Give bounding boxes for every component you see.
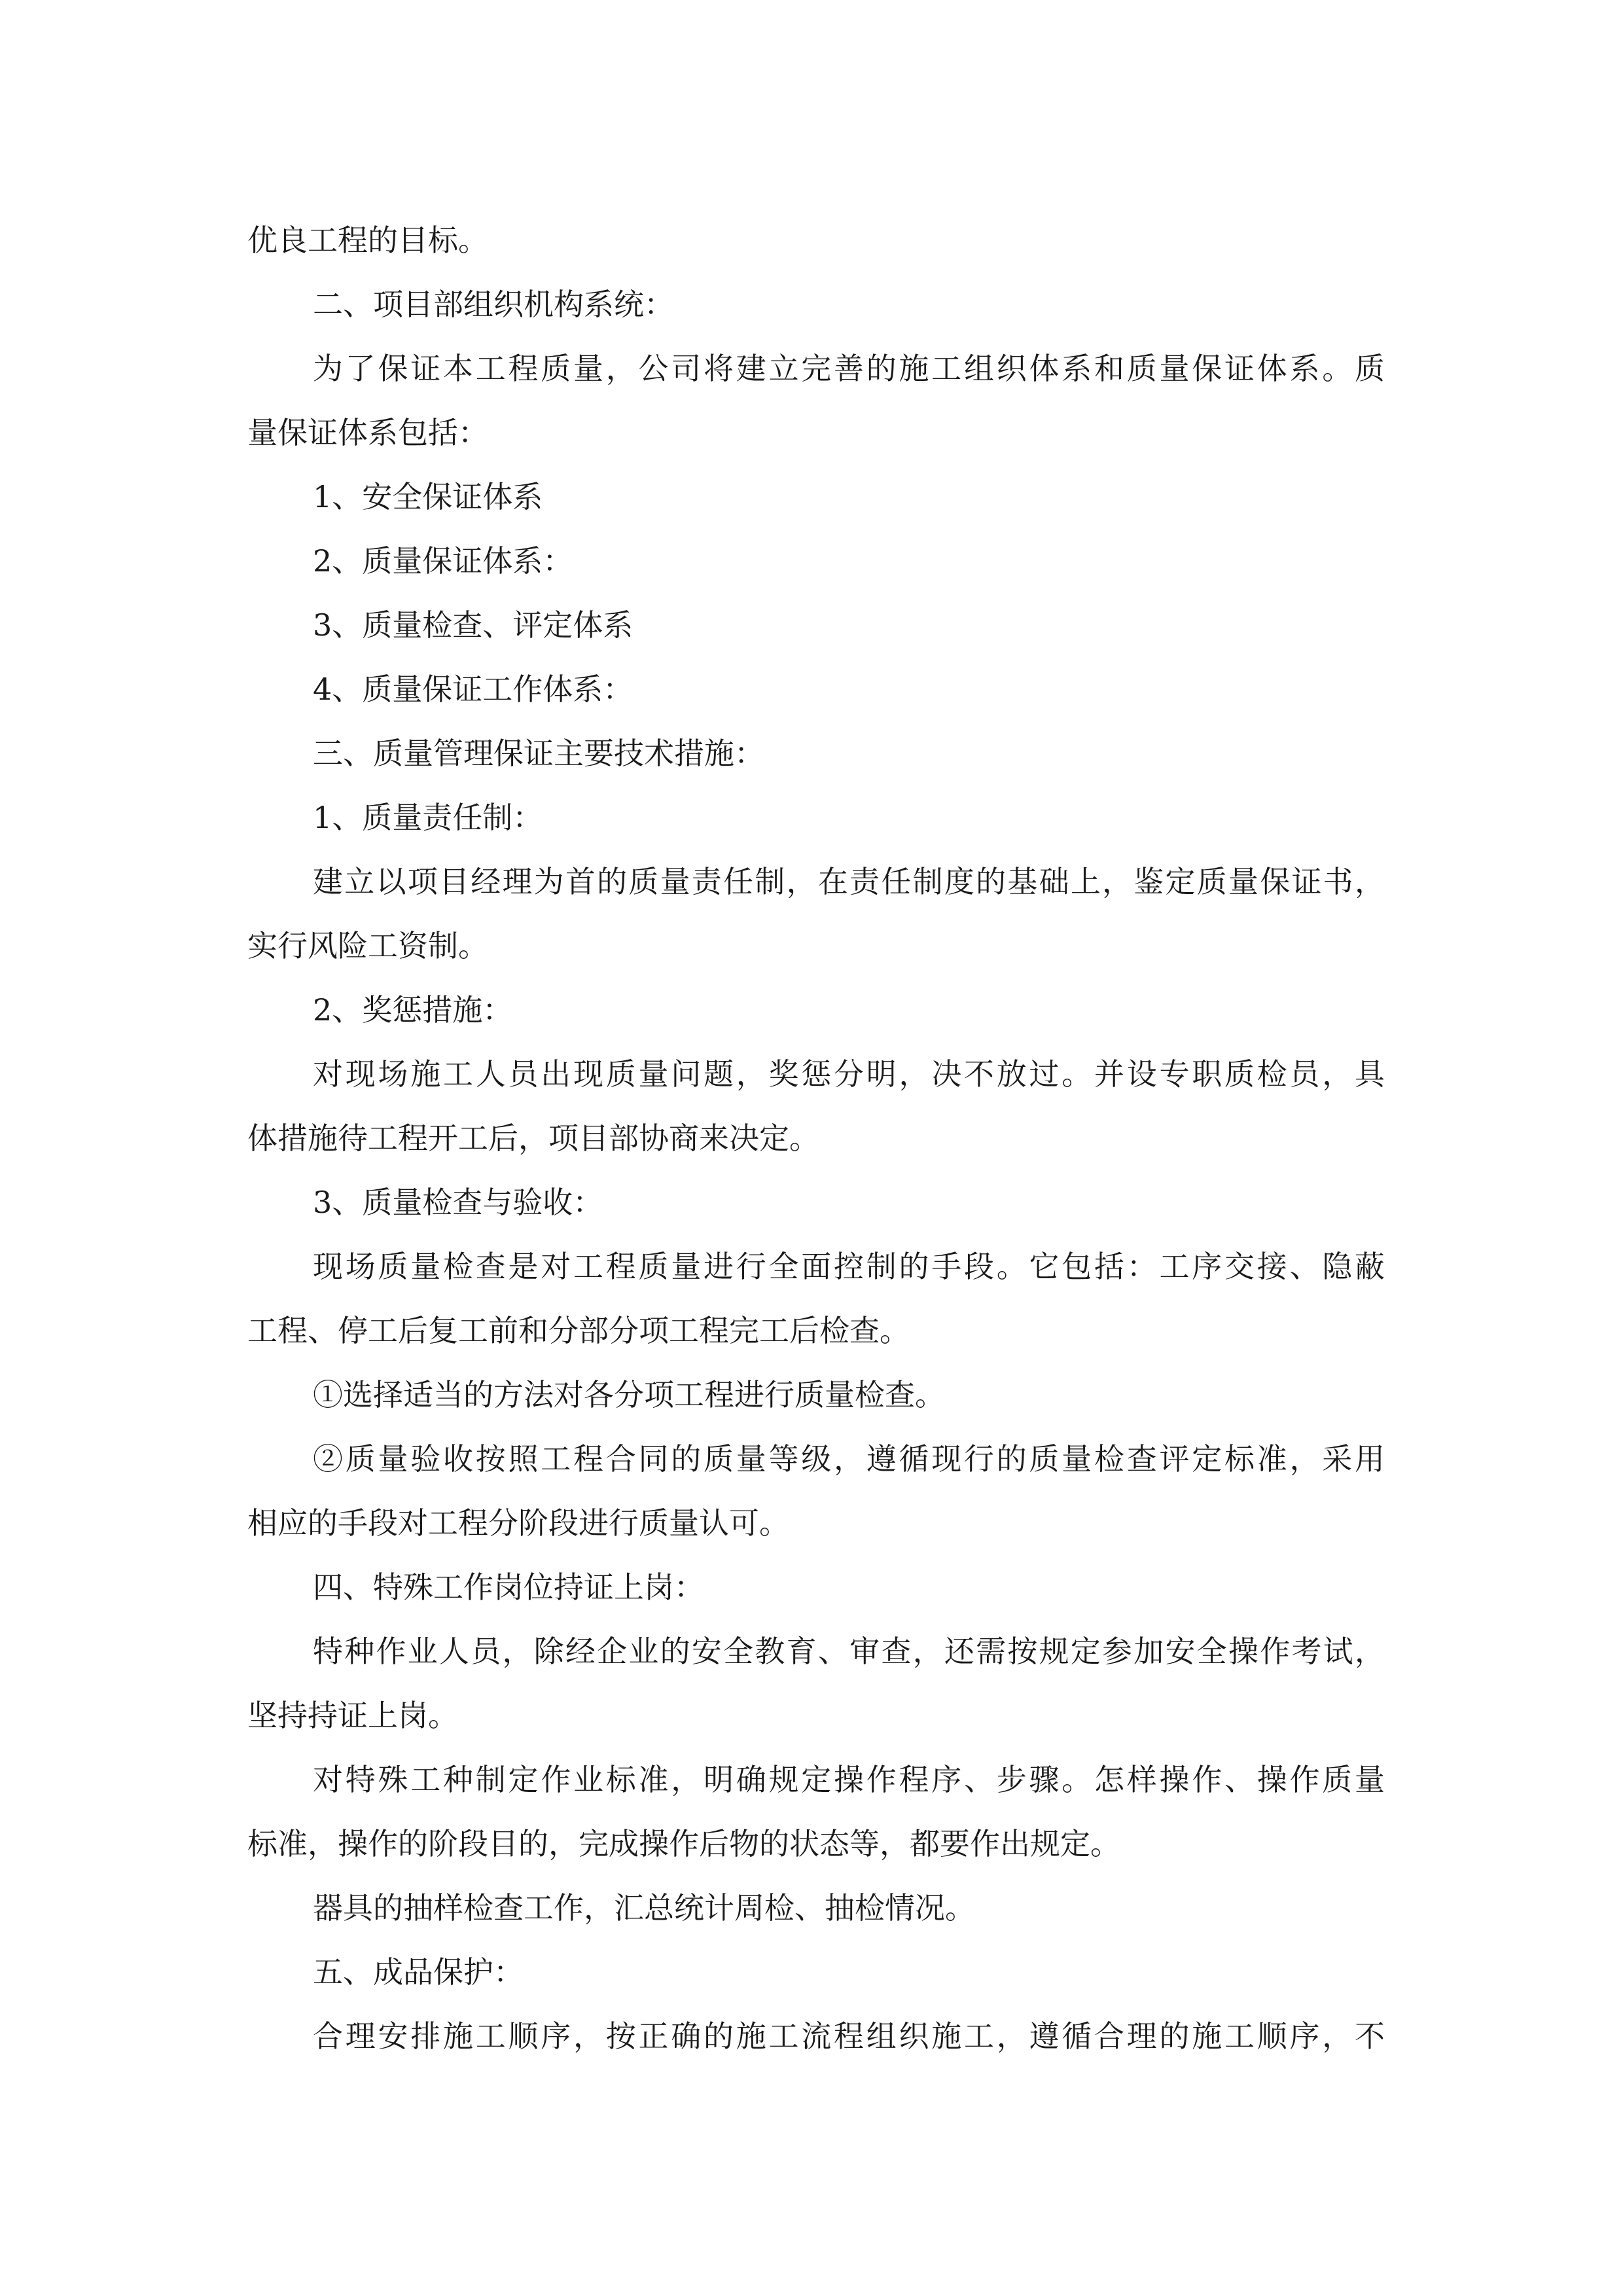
paragraph-line: 工程、停工后复工前和分部分项工程完工后检查。	[247, 1313, 910, 1348]
paragraph-line: 合理安排施工顺序，按正确的施工流程组织施工，遵循合理的施工顺序，不	[313, 2018, 1385, 2054]
paragraph-line: 坚持持证上岗。	[247, 1698, 458, 1733]
paragraph-line: 特种作业人员，除经企业的安全教育、审查，还需按规定参加安全操作考试，	[313, 1634, 1385, 1669]
subsection-heading: 1、质量责任制：	[313, 800, 543, 835]
paragraph-line: 优良工程的目标。	[247, 223, 488, 258]
paragraph-line: 量保证体系包括：	[247, 415, 488, 450]
paragraph-line: 对特殊工种制定作业标准，明确规定操作程序、步骤。怎样操作、操作质量	[313, 1762, 1385, 1797]
section-heading: 五、成品保护：	[313, 1954, 524, 1990]
list-item: 2、质量保证体系：	[313, 543, 573, 579]
body-text	[247, 208, 1385, 2068]
section-heading: 三、质量管理保证主要技术措施：	[313, 736, 764, 771]
subsection-heading: 3、质量检查与验收：	[313, 1185, 603, 1220]
paragraph-line: 为了保证本工程质量，公司将建立完善的施工组织体系和质量保证体系。质	[313, 351, 1385, 386]
section-heading: 二、项目部组织机构系统：	[313, 287, 674, 322]
paragraph-line: 标准，操作的阶段目的，完成操作后物的状态等，都要作出规定。	[247, 1826, 1120, 1861]
list-item: ①选择适当的方法对各分项工程进行质量检查。	[313, 1377, 945, 1412]
paragraph-line: 现场质量检查是对工程质量进行全面控制的手段。它包括：工序交接、隐蔽	[313, 1249, 1385, 1284]
paragraph-line: 体措施待工程开工后，项目部协商来决定。	[247, 1121, 819, 1156]
list-item: 3、质量检查、评定体系	[313, 607, 633, 643]
paragraph-line: 器具的抽样检查工作，汇总统计周检、抽检情况。	[313, 1890, 975, 1926]
list-item: 1、安全保证体系	[313, 479, 543, 514]
paragraph-line: 实行风险工资制。	[247, 928, 488, 963]
paragraph-line: 对现场施工人员出现质量问题，奖惩分明，决不放过。并设专职质检员，具	[313, 1056, 1385, 1092]
section-heading: 四、特殊工作岗位持证上岗：	[313, 1570, 704, 1605]
subsection-heading: 2、奖惩措施：	[313, 992, 513, 1028]
list-item: 4、质量保证工作体系：	[313, 672, 633, 707]
list-item: ②质量验收按照工程合同的质量等级，遵循现行的质量检查评定标准，采用	[313, 1441, 1385, 1477]
paragraph-line: 建立以项目经理为首的质量责任制，在责任制度的基础上，鉴定质量保证书，	[313, 864, 1385, 899]
paragraph-line: 相应的手段对工程分阶段进行质量认可。	[247, 1505, 789, 1541]
